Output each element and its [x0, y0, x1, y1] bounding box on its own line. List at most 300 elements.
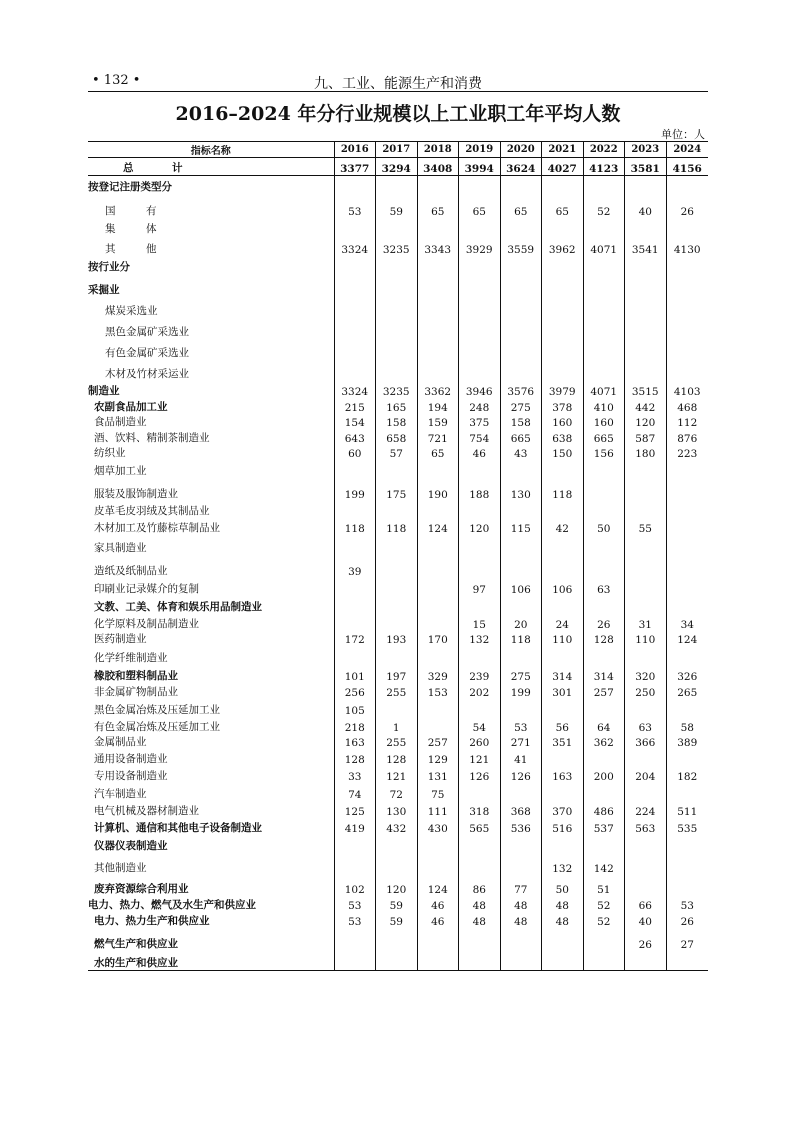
- cell-value: [376, 274, 418, 297]
- column-header-year: 2022: [583, 142, 625, 158]
- row-label-text: 燃气生产和供应业: [94, 937, 178, 950]
- cell-value: 15: [459, 614, 501, 631]
- row-label-text: 仪器仪表制造业: [94, 839, 168, 852]
- cell-value: [334, 646, 376, 665]
- cell-value: 132: [542, 853, 584, 875]
- cell-value: 130: [376, 801, 418, 818]
- cell-value: 754: [459, 429, 501, 445]
- row-label: [88, 218, 334, 236]
- table-row: [88, 683, 708, 699]
- cell-value: 260: [459, 734, 501, 749]
- cell-value: [500, 951, 542, 971]
- cell-value: 65: [542, 194, 584, 218]
- cell-value: [500, 501, 542, 518]
- cell-value: 53: [500, 717, 542, 734]
- cell-value: [625, 460, 667, 478]
- row-label-text: 电力、热力、燃气及水生产和供应业: [88, 898, 256, 911]
- table-row: [88, 414, 708, 429]
- cell-value: [459, 501, 501, 518]
- row-label: [88, 783, 334, 801]
- cell-value: [334, 360, 376, 381]
- cell-value: 65: [500, 194, 542, 218]
- cell-value: [376, 928, 418, 951]
- table-row: [88, 912, 708, 928]
- row-label-text: 电气机械及器材制造业: [94, 804, 199, 817]
- cell-value: 106: [542, 578, 584, 596]
- cell-value: 24: [542, 614, 584, 631]
- cell-value: [334, 535, 376, 555]
- cell-value: [417, 596, 459, 614]
- row-label: [88, 818, 334, 835]
- cell-value: 175: [376, 478, 418, 501]
- cell-value: [583, 297, 625, 318]
- cell-value: [459, 835, 501, 853]
- cell-value: [625, 218, 667, 236]
- cell-value: [334, 297, 376, 318]
- cell-value: 199: [500, 683, 542, 699]
- row-label: [88, 297, 334, 318]
- cell-value: [459, 699, 501, 717]
- cell-value: [417, 835, 459, 853]
- row-label: [88, 596, 334, 614]
- cell-value: 65: [417, 194, 459, 218]
- cell-value: 106: [500, 578, 542, 596]
- data-table: [88, 141, 708, 971]
- cell-value: 156: [583, 445, 625, 460]
- cell-value: 63: [625, 717, 667, 734]
- cell-value: [542, 360, 584, 381]
- row-label: [88, 646, 334, 665]
- cell-value: 48: [542, 896, 584, 912]
- cell-value: 40: [625, 912, 667, 928]
- cell-value: [459, 297, 501, 318]
- cell-value: [376, 318, 418, 339]
- cell-value: 105: [334, 699, 376, 717]
- cell-value: 118: [334, 518, 376, 535]
- cell-value: [666, 699, 708, 717]
- row-label: [88, 274, 334, 297]
- row-label: [88, 381, 334, 398]
- cell-value: 112: [677, 416, 698, 429]
- cell-value: 4071: [583, 236, 625, 256]
- cell-value: 110: [542, 631, 584, 646]
- cell-value: 39: [334, 555, 376, 578]
- cell-value: [500, 699, 542, 717]
- table-row: [88, 297, 708, 318]
- cell-value: 53: [334, 912, 376, 928]
- cell-value: [542, 646, 584, 665]
- row-label-text: 其 他: [105, 242, 167, 255]
- row-label: [88, 928, 334, 951]
- cell-value: [583, 835, 625, 853]
- cell-value: 46: [417, 912, 459, 928]
- row-label: [88, 460, 334, 478]
- cell-value: 248: [459, 398, 501, 414]
- cell-value: [666, 835, 708, 853]
- cell-value: 239: [459, 665, 501, 683]
- cell-value: [417, 218, 459, 236]
- cell-value: 3929: [459, 236, 501, 256]
- row-label-text: 有色金属冶炼及压延加工业: [94, 720, 220, 733]
- cell-value: [583, 274, 625, 297]
- cell-value: [500, 318, 542, 339]
- row-label: [88, 555, 334, 578]
- cell-value: [500, 360, 542, 381]
- cell-value: 111: [417, 801, 459, 818]
- cell-value: 26: [680, 205, 694, 218]
- row-label: [88, 256, 334, 274]
- column-header-year: 2017: [376, 142, 418, 158]
- cell-value: [376, 646, 418, 665]
- row-label: [88, 835, 334, 853]
- cell-value: [459, 274, 501, 297]
- cell-value: [542, 176, 584, 194]
- cell-value: 48: [500, 912, 542, 928]
- table-row: [88, 398, 708, 414]
- cell-value: [625, 176, 667, 194]
- cell-value: [500, 853, 542, 875]
- table-row: [88, 875, 708, 896]
- cell-value: [417, 578, 459, 596]
- column-header-year: 2024: [666, 142, 708, 158]
- row-label-text: 黑色金属矿采选业: [105, 325, 189, 338]
- cell-value: [459, 256, 501, 274]
- cell-value: 3235: [376, 381, 418, 398]
- cell-value: 182: [677, 770, 698, 783]
- cell-value: [542, 951, 584, 971]
- cell-value: [666, 478, 708, 501]
- cell-value: [666, 501, 708, 518]
- cell-value: [583, 478, 625, 501]
- cell-value: 3946: [459, 381, 501, 398]
- row-label: [88, 912, 334, 928]
- cell-value: 53: [334, 194, 376, 218]
- column-header-year: 2016: [334, 142, 376, 158]
- cell-value: [583, 646, 625, 665]
- cell-value: 170: [417, 631, 459, 646]
- cell-value: 218: [334, 717, 376, 734]
- cell-value: [542, 596, 584, 614]
- cell-value: 142: [583, 853, 625, 875]
- cell-value: 55: [625, 518, 667, 535]
- cell-value: [417, 928, 459, 951]
- cell-value: [666, 360, 708, 381]
- row-label-text: 木材及竹材采运业: [105, 367, 189, 380]
- cell-value: 97: [459, 578, 501, 596]
- cell-value: 4123: [583, 158, 625, 176]
- cell-value: 255: [376, 734, 418, 749]
- cell-value: [417, 717, 459, 734]
- table-row: [88, 535, 708, 555]
- cell-value: 26: [625, 928, 667, 951]
- cell-value: 536: [500, 818, 542, 835]
- cell-value: [459, 360, 501, 381]
- cell-value: [625, 853, 667, 875]
- cell-value: [666, 518, 708, 535]
- row-label: [88, 518, 334, 535]
- cell-value: 50: [542, 875, 584, 896]
- cell-value: [666, 749, 708, 766]
- cell-value: 48: [459, 896, 501, 912]
- cell-value: [625, 578, 667, 596]
- row-label: [88, 360, 334, 381]
- cell-value: 43: [500, 445, 542, 460]
- table-row: [88, 318, 708, 339]
- cell-value: 255: [376, 683, 418, 699]
- cell-value: [417, 555, 459, 578]
- cell-value: 180: [625, 445, 667, 460]
- cell-value: [417, 853, 459, 875]
- table-row: [88, 896, 708, 912]
- cell-value: 250: [625, 683, 667, 699]
- cell-value: [666, 875, 708, 896]
- table-row: [88, 194, 708, 218]
- cell-value: [417, 360, 459, 381]
- row-label: [88, 445, 334, 460]
- cell-value: [459, 535, 501, 555]
- cell-value: [666, 256, 708, 274]
- row-label: [88, 176, 334, 194]
- table-row: [88, 646, 708, 665]
- cell-value: 65: [459, 194, 501, 218]
- cell-value: 158: [500, 414, 542, 429]
- row-label-text: 废弃资源综合利用业: [94, 882, 189, 895]
- cell-value: 468: [677, 401, 698, 414]
- row-label-text: 烟草加工业: [94, 464, 147, 477]
- cell-value: [334, 578, 376, 596]
- row-label-text: 集 体: [105, 222, 167, 235]
- cell-value: [583, 749, 625, 766]
- row-label-text: 非金属矿物制品业: [94, 685, 178, 698]
- cell-value: 4027: [542, 158, 584, 176]
- cell-value: 130: [500, 478, 542, 501]
- row-label: [88, 665, 334, 683]
- cell-value: 419: [334, 818, 376, 835]
- chapter-title: 九、工业、能源生产和消费: [314, 76, 482, 92]
- cell-value: 442: [625, 398, 667, 414]
- row-label-text: 化学原料及制品制造业: [94, 617, 199, 630]
- cell-value: [625, 555, 667, 578]
- cell-value: 52: [583, 194, 625, 218]
- cell-value: 223: [677, 447, 698, 460]
- cell-value: [417, 318, 459, 339]
- cell-value: 511: [677, 805, 698, 818]
- cell-value: 199: [334, 478, 376, 501]
- cell-value: 537: [583, 818, 625, 835]
- cell-value: [583, 699, 625, 717]
- cell-value: 26: [680, 915, 694, 928]
- cell-value: 3515: [625, 381, 667, 398]
- cell-value: [459, 176, 501, 194]
- cell-value: [334, 318, 376, 339]
- cell-value: [500, 256, 542, 274]
- cell-value: 124: [417, 875, 459, 896]
- row-label-text: 专用设备制造业: [94, 769, 168, 782]
- cell-value: 224: [625, 801, 667, 818]
- column-header-year: 2020: [500, 142, 542, 158]
- table-row: [88, 360, 708, 381]
- table-row: [88, 631, 708, 646]
- table-row: [88, 236, 708, 256]
- table-row: [88, 518, 708, 535]
- cell-value: 486: [583, 801, 625, 818]
- row-label: [88, 414, 334, 429]
- cell-value: [459, 951, 501, 971]
- cell-value: 153: [417, 683, 459, 699]
- cell-value: [625, 478, 667, 501]
- cell-value: [542, 699, 584, 717]
- cell-value: 318: [459, 801, 501, 818]
- column-header-year: 2018: [417, 142, 459, 158]
- cell-value: 128: [376, 749, 418, 766]
- cell-value: 1: [376, 717, 418, 734]
- cell-value: 120: [459, 518, 501, 535]
- cell-value: [376, 256, 418, 274]
- cell-value: [417, 951, 459, 971]
- cell-value: [625, 297, 667, 318]
- row-label-text: 按行业分: [88, 260, 130, 273]
- column-header-year: 2019: [459, 142, 501, 158]
- cell-value: [334, 176, 376, 194]
- cell-value: 125: [334, 801, 376, 818]
- cell-value: [583, 176, 625, 194]
- cell-value: 59: [376, 896, 418, 912]
- table-row: [88, 699, 708, 717]
- cell-value: 154: [334, 414, 376, 429]
- row-label-text: 金属制品业: [94, 735, 147, 748]
- row-label: [88, 853, 334, 875]
- cell-value: 3362: [417, 381, 459, 398]
- cell-value: 4103: [673, 385, 701, 398]
- cell-value: [500, 297, 542, 318]
- cell-value: [666, 176, 708, 194]
- cell-value: 3559: [500, 236, 542, 256]
- cell-value: 375: [459, 414, 501, 429]
- table-row: [88, 339, 708, 360]
- cell-value: [500, 596, 542, 614]
- cell-value: 362: [583, 734, 625, 749]
- cell-value: [542, 318, 584, 339]
- cell-value: 50: [583, 518, 625, 535]
- cell-value: [334, 218, 376, 236]
- cell-value: 115: [500, 518, 542, 535]
- cell-value: 150: [542, 445, 584, 460]
- cell-value: 351: [542, 734, 584, 749]
- cell-value: 75: [417, 783, 459, 801]
- cell-value: 52: [583, 912, 625, 928]
- cell-value: [500, 176, 542, 194]
- cell-value: 26: [583, 614, 625, 631]
- cell-value: [500, 783, 542, 801]
- cell-value: 370: [542, 801, 584, 818]
- cell-value: 57: [376, 445, 418, 460]
- cell-value: [542, 835, 584, 853]
- cell-value: [417, 176, 459, 194]
- row-label-text: 通用设备制造业: [94, 752, 168, 765]
- cell-value: 31: [625, 614, 667, 631]
- cell-value: 158: [376, 414, 418, 429]
- cell-value: 257: [417, 734, 459, 749]
- row-label-text: 按登记注册类型分: [88, 180, 172, 193]
- cell-value: [625, 951, 667, 971]
- row-label-text: 食品制造业: [94, 415, 147, 428]
- page-number: • 132 •: [92, 73, 141, 88]
- row-label: [88, 734, 334, 749]
- table-row: [88, 734, 708, 749]
- cell-value: 215: [334, 398, 376, 414]
- row-label: [88, 683, 334, 699]
- table-row: [88, 596, 708, 614]
- cell-value: 329: [417, 665, 459, 683]
- cell-value: 128: [334, 749, 376, 766]
- cell-value: [583, 535, 625, 555]
- row-label: [88, 578, 334, 596]
- cell-value: 202: [459, 683, 501, 699]
- cell-value: 410: [583, 398, 625, 414]
- table-row: [88, 429, 708, 445]
- row-label: [88, 158, 334, 176]
- cell-value: [583, 339, 625, 360]
- row-label-text: 总 计: [123, 162, 197, 174]
- cell-value: [500, 646, 542, 665]
- cell-value: 3408: [417, 158, 459, 176]
- cell-value: 86: [459, 875, 501, 896]
- cell-value: 131: [417, 766, 459, 783]
- cell-value: 665: [500, 429, 542, 445]
- cell-value: [666, 596, 708, 614]
- cell-value: 59: [376, 194, 418, 218]
- cell-value: 314: [542, 665, 584, 683]
- cell-value: [417, 297, 459, 318]
- cell-value: [583, 501, 625, 518]
- cell-value: 59: [376, 912, 418, 928]
- cell-value: [334, 928, 376, 951]
- cell-value: [666, 218, 708, 236]
- table-row: [88, 445, 708, 460]
- row-label: [88, 801, 334, 818]
- cell-value: [376, 951, 418, 971]
- row-label-text: 家具制造业: [94, 541, 147, 554]
- row-label-text: 酒、饮料、精制茶制造业: [94, 431, 210, 444]
- cell-value: [376, 297, 418, 318]
- cell-value: [625, 339, 667, 360]
- cell-value: [376, 853, 418, 875]
- cell-value: [542, 460, 584, 478]
- cell-value: 430: [417, 818, 459, 835]
- cell-value: [583, 596, 625, 614]
- cell-value: 3343: [417, 236, 459, 256]
- cell-value: [376, 339, 418, 360]
- row-label-text: 采掘业: [88, 283, 120, 296]
- row-label-text: 印刷业记录媒介的复制: [94, 582, 199, 595]
- cell-value: [334, 339, 376, 360]
- table-row: [88, 801, 708, 818]
- cell-value: 20: [500, 614, 542, 631]
- page-title: 2016–2024 年分行业规模以上工业职工年平均人数: [175, 103, 621, 125]
- cell-value: 3324: [334, 236, 376, 256]
- cell-value: 126: [500, 766, 542, 783]
- cell-value: 52: [583, 896, 625, 912]
- cell-value: 51: [583, 875, 625, 896]
- cell-value: 565: [459, 818, 501, 835]
- cell-value: 721: [417, 429, 459, 445]
- cell-value: 197: [376, 665, 418, 683]
- table-row: [88, 614, 708, 631]
- cell-value: [334, 501, 376, 518]
- table-row: [88, 460, 708, 478]
- cell-value: 275: [500, 398, 542, 414]
- cell-value: 54: [459, 717, 501, 734]
